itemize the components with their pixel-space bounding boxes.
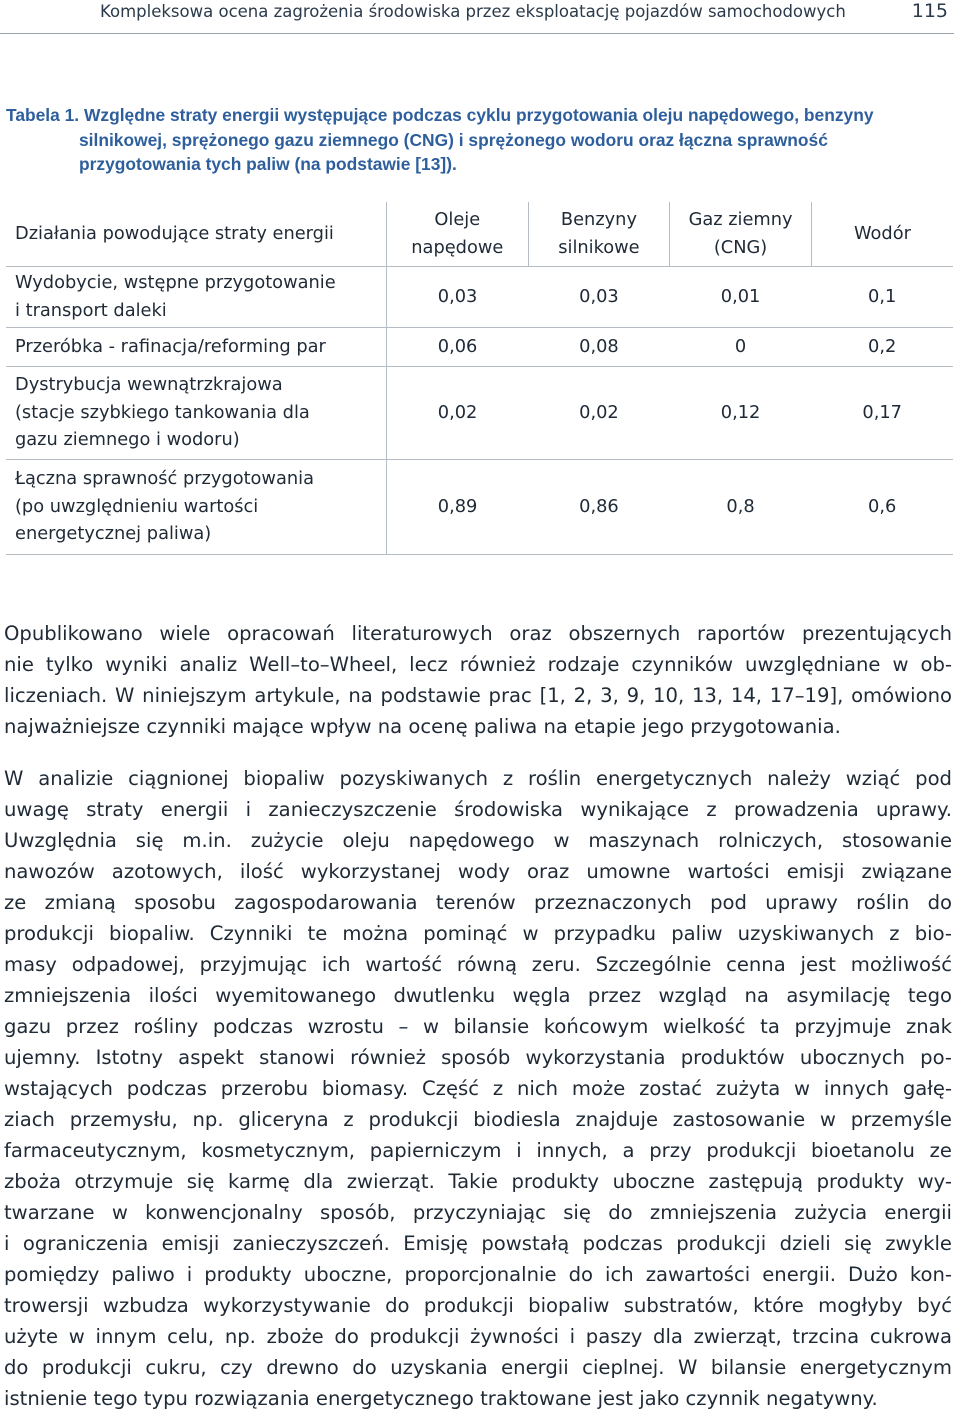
header-label-line: (CNG) — [713, 236, 768, 258]
text-line: do produkcji cukru, czy drewno do uzyskania energii cieplnej. W bilansie energetycznym — [4, 1356, 952, 1379]
energy-loss-table — [6, 202, 953, 555]
table-row — [6, 266, 953, 327]
row-label-line: Łączna sprawność przygotowania — [15, 468, 314, 490]
text-line: Opublikowano wiele opracowań literaturowych oraz obszernych raportów prezentujących — [4, 622, 952, 645]
row-label-line: energetycznej paliwa) — [15, 523, 212, 545]
header-cell-diesel — [387, 202, 529, 266]
header-cell-activities — [6, 202, 387, 266]
value-cell: 0,12 — [670, 366, 812, 459]
text-line: farmaceutycznym, kosmetycznym, papierniczym i innych, a przy produkcji bioetanolu ze — [4, 1139, 952, 1162]
text-line: ze zmianą sposobu zagospodarowania terenów przeznaczonych pod uprawy roślin do — [4, 891, 952, 914]
row-label-line: (stacje szybkiego tankowania dla — [15, 401, 310, 423]
value-cell: 0,17 — [811, 366, 953, 459]
text-line: pomiędzy paliwo i produkty uboczne, proporcjonalnie do ich zawartości energii. Dużo kon- — [4, 1263, 952, 1286]
value-cell: 0,89 — [387, 459, 529, 554]
text-line: nawozów azotowych, ilość wykorzystanej wody oraz umowne wartości emisji związane — [4, 860, 952, 883]
table-caption — [6, 103, 906, 177]
text-line: najważniejsze czynniki mające wpływ na ocenę paliwa na etapie jego przygotowania. — [4, 715, 841, 738]
value-cell: 0,08 — [528, 327, 670, 366]
table-row — [6, 366, 953, 459]
value-cell: 0,2 — [811, 327, 953, 366]
paragraph-2 — [4, 763, 952, 1414]
text-line: użyte w innym celu, np. zboże do produkcji żywności i paszy dla zwierząt, trzcina cukrowa — [4, 1325, 952, 1348]
value-cell: 0,86 — [528, 459, 670, 554]
text-line: Uwzględnia się m.in. zużycie oleju napędowego w maszynach rolniczych, stosowanie — [4, 829, 952, 852]
text-line: nie tylko wyniki analiz Well–to–Wheel, lecz również rodzaje czynników uwzględniane w ob- — [4, 653, 952, 676]
paragraph-1 — [4, 618, 952, 742]
text-line: istnienie tego typu rozwiązania energetycznego traktowane jest jako czynnik negatywny. — [4, 1387, 878, 1410]
row-label — [6, 459, 387, 554]
row-label-line: Dystrybucja wewnątrzkrajowa — [15, 374, 283, 396]
text-line: W analizie ciągnionej biopaliw pozyskiwanych z roślin energetycznych należy wziąć pod — [4, 767, 952, 790]
row-label-line: i transport daleki — [15, 299, 167, 321]
value-cell: 0,02 — [387, 366, 529, 459]
header-label-line: Oleje — [434, 208, 481, 230]
table-row — [6, 327, 953, 366]
header-cell-gasoline — [528, 202, 670, 266]
text-line: wstających podczas przerobu biomasy. Część z nich może zostać zużyta w innych gałę- — [4, 1077, 952, 1100]
header-label-line: Wodór — [853, 222, 911, 244]
text-line: liczeniach. W niniejszym artykule, na podstawie prac [1, 2, 3, 9, 10, 13, 14, 17–19], omówiono — [4, 684, 952, 707]
header-cell-cng — [670, 202, 812, 266]
caption-line: silnikowej, sprężonego gazu ziemnego (CNG) i sprężonego wodoru oraz łączna sprawność — [79, 129, 828, 150]
text-line: ujemny. Istotny aspekt stanowi również sposób wykorzystania produktów ubocznych po- — [4, 1046, 952, 1069]
value-cell: 0,02 — [528, 366, 670, 459]
text-line: twarzane w konwencjonalny sposób, przyczyniając się do zmniejszenia zużycia energii — [4, 1201, 952, 1224]
value-cell: 0 — [670, 327, 812, 366]
row-label-line: gazu ziemnego i wodoru) — [15, 429, 240, 451]
row-label-line: Wydobycie, wstępne przygotowanie — [15, 272, 336, 293]
page-number: 115 — [911, 0, 948, 22]
row-label — [6, 327, 387, 366]
row-label — [6, 366, 387, 459]
header-label-line: napędowe — [411, 236, 504, 258]
text-line: ziach przemysłu, np. gliceryna z produkcji biodiesla znajduje zastosowanie w przemyśle — [4, 1108, 952, 1131]
text-line: trowersji wzbudza wykorzystywanie do produkcji biopaliw substratów, które mogłyby być — [4, 1294, 952, 1317]
header-label-line: Gaz ziemny — [688, 208, 793, 230]
caption-line: przygotowania tych paliw (na podstawie [13]). — [79, 154, 457, 174]
value-cell: 0,01 — [670, 266, 812, 327]
value-cell: 0,03 — [387, 266, 529, 327]
running-header — [0, 0, 954, 34]
table-header-row — [6, 202, 953, 266]
value-cell: 0,1 — [811, 266, 953, 327]
text-line: uwagę straty energii i zanieczyszczenie środowiska wynikające z prowadzenia uprawy. — [4, 798, 952, 821]
value-cell: 0,03 — [528, 266, 670, 327]
text-line: produkcji biopaliw. Czynniki te można pominąć w przypadku paliw uzyskiwanych z bio- — [4, 922, 952, 945]
caption-line: Tabela 1. Względne straty energii występujące podczas cyklu przygotowania oleju napędowego, benzyny — [6, 105, 874, 125]
row-label-line: Przeróbka - rafinacja/reforming par — [15, 335, 326, 357]
row-label — [6, 266, 387, 327]
header-label-line: Benzyny — [560, 208, 637, 230]
value-cell: 0,6 — [811, 459, 953, 554]
header-cell-hydrogen — [811, 202, 953, 266]
value-cell: 0,06 — [387, 327, 529, 366]
text-line: gazu przez rośliny podczas wzrostu – w bilansie końcowym wielkość ta przyjmuje znak — [4, 1015, 952, 1038]
row-label-line: (po uwzględnieniu wartości — [15, 495, 259, 517]
running-title: Kompleksowa ocena zagrożenia środowiska przez eksploatację pojazdów samochodowych — [100, 2, 846, 21]
text-line: zmniejszenia ilości wyemitowanego dwutlenku węgla przez wzgląd na asymilację tego — [4, 984, 952, 1007]
header-label: Działania powodujące straty energii — [15, 223, 334, 244]
table-row — [6, 459, 953, 554]
header-label-line: silnikowe — [558, 236, 640, 258]
text-line: i ograniczenia emisji zanieczyszczeń. Emisję powstałą podczas produkcji dzieli się zwykle — [4, 1232, 952, 1255]
text-line: zboża otrzymuje się karmę dla zwierząt. Takie produkty uboczne zastępują produkty wy- — [4, 1170, 952, 1193]
value-cell: 0,8 — [670, 459, 812, 554]
text-line: masy odpadowej, przyjmując ich wartość równą zeru. Szczególnie cenna jest możliwość — [4, 953, 952, 976]
